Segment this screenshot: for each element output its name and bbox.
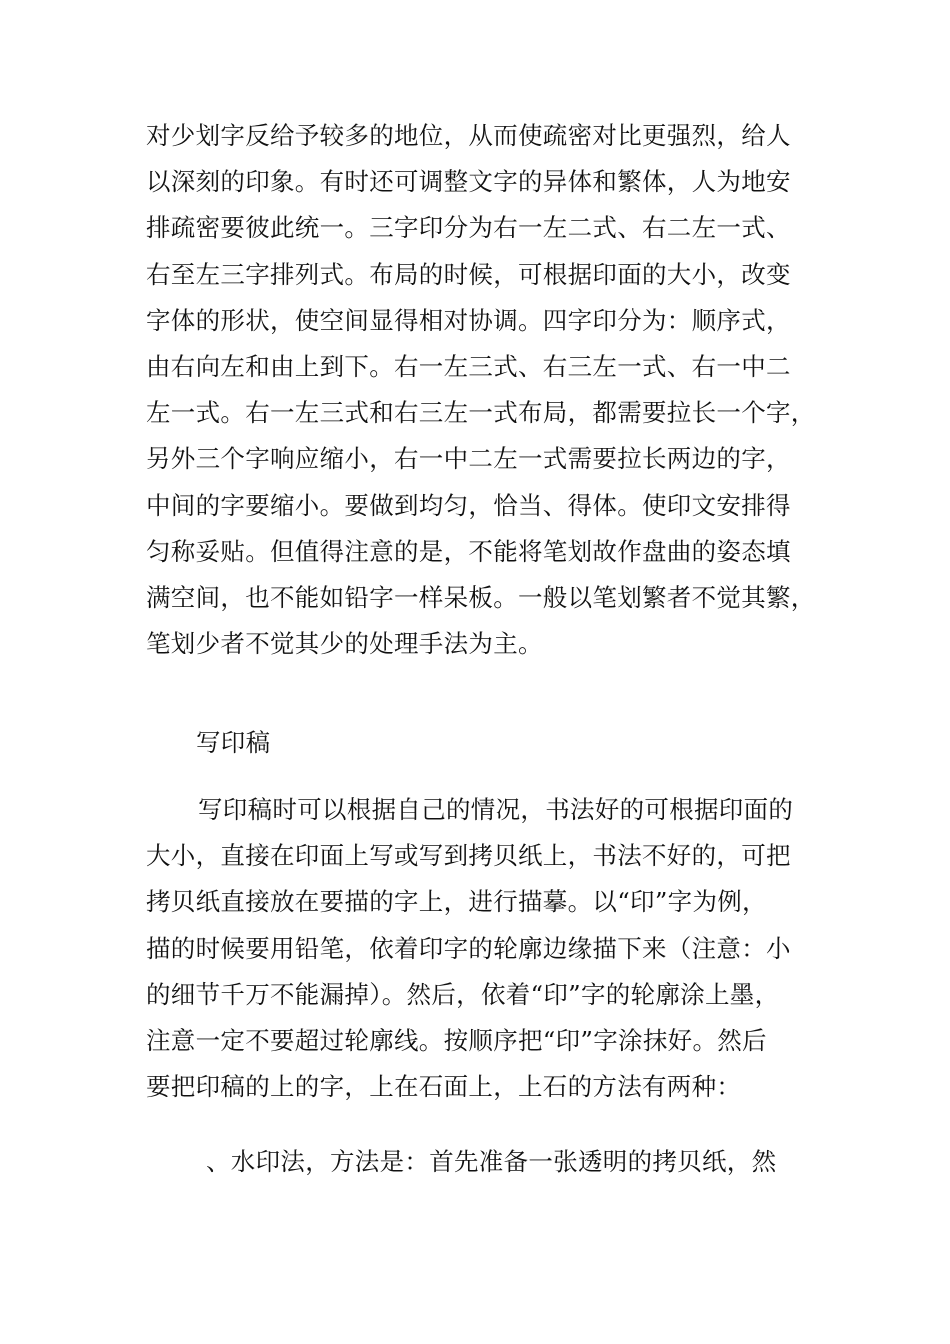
text-line: 字体的形状，使空间显得相对协调。四字印分为：顺序式， bbox=[146, 305, 791, 335]
text-line: 写印稿时可以根据自己的情况，书法好的可根据印面的 bbox=[198, 795, 794, 824]
text-line: 排疏密要彼此统一。三字印分为右一左二式、右二左一式、 bbox=[146, 213, 791, 243]
text-line: 中间的字要缩小。要做到均匀，恰当、得体。使印文安排得 bbox=[146, 490, 791, 520]
text-line: 以深刻的印象。有时还可调整文字的异体和繁体，人为地安 bbox=[146, 167, 791, 197]
text-line: 左一式。右一左三式和右三左一式布局，都需要拉长一个字， bbox=[146, 398, 816, 428]
text-line: 对少划字反给予较多的地位，从而使疏密对比更强烈，给人 bbox=[146, 121, 791, 150]
paragraph-water-method bbox=[146, 1139, 816, 1185]
text-line: 满空间，也不能如铅字一样呆板。一般以笔划繁者不觉其繁， bbox=[146, 582, 816, 612]
paragraph-seal-layout bbox=[146, 113, 816, 667]
heading-text: 写印稿 bbox=[196, 728, 271, 757]
text-line: 、水印法，方法是：首先准备一张透明的拷贝纸，然 bbox=[206, 1147, 777, 1176]
text-line: 另外三个字响应缩小，右一中二左一式需要拉长两边的字， bbox=[146, 444, 791, 474]
text-line: 笔划少者不觉其少的处理手法为主。 bbox=[146, 629, 543, 659]
section-heading bbox=[196, 720, 866, 766]
paragraph-write-draft bbox=[146, 787, 816, 1110]
text-line: 注意一定不要超过轮廓线。按顺序把“印”字涂抹好。然后 bbox=[146, 1025, 767, 1055]
text-line: 匀称妥贴。但值得注意的是，不能将笔划故作盘曲的姿态填 bbox=[146, 536, 791, 566]
text-line: 右至左三字排列式。布局的时候，可根据印面的大小，改变 bbox=[146, 259, 791, 289]
text-line: 大小，直接在印面上写或写到拷贝纸上，书法不好的，可把 bbox=[146, 841, 791, 871]
text-line: 的细节千万不能漏掉）。然后，依着“印”字的轮廓涂上墨， bbox=[146, 979, 780, 1009]
text-line: 由右向左和由上到下。右一左三式、右三左一式、右一中二 bbox=[146, 351, 791, 381]
text-line: 要把印稿的上的字，上在石面上，上石的方法有两种： bbox=[146, 1072, 742, 1102]
text-line: 描的时候要用铅笔，依着印字的轮廓边缘描下来（注意：小 bbox=[146, 933, 791, 963]
text-line: 拷贝纸直接放在要描的字上，进行描摹。以“印”字为例， bbox=[146, 887, 767, 917]
